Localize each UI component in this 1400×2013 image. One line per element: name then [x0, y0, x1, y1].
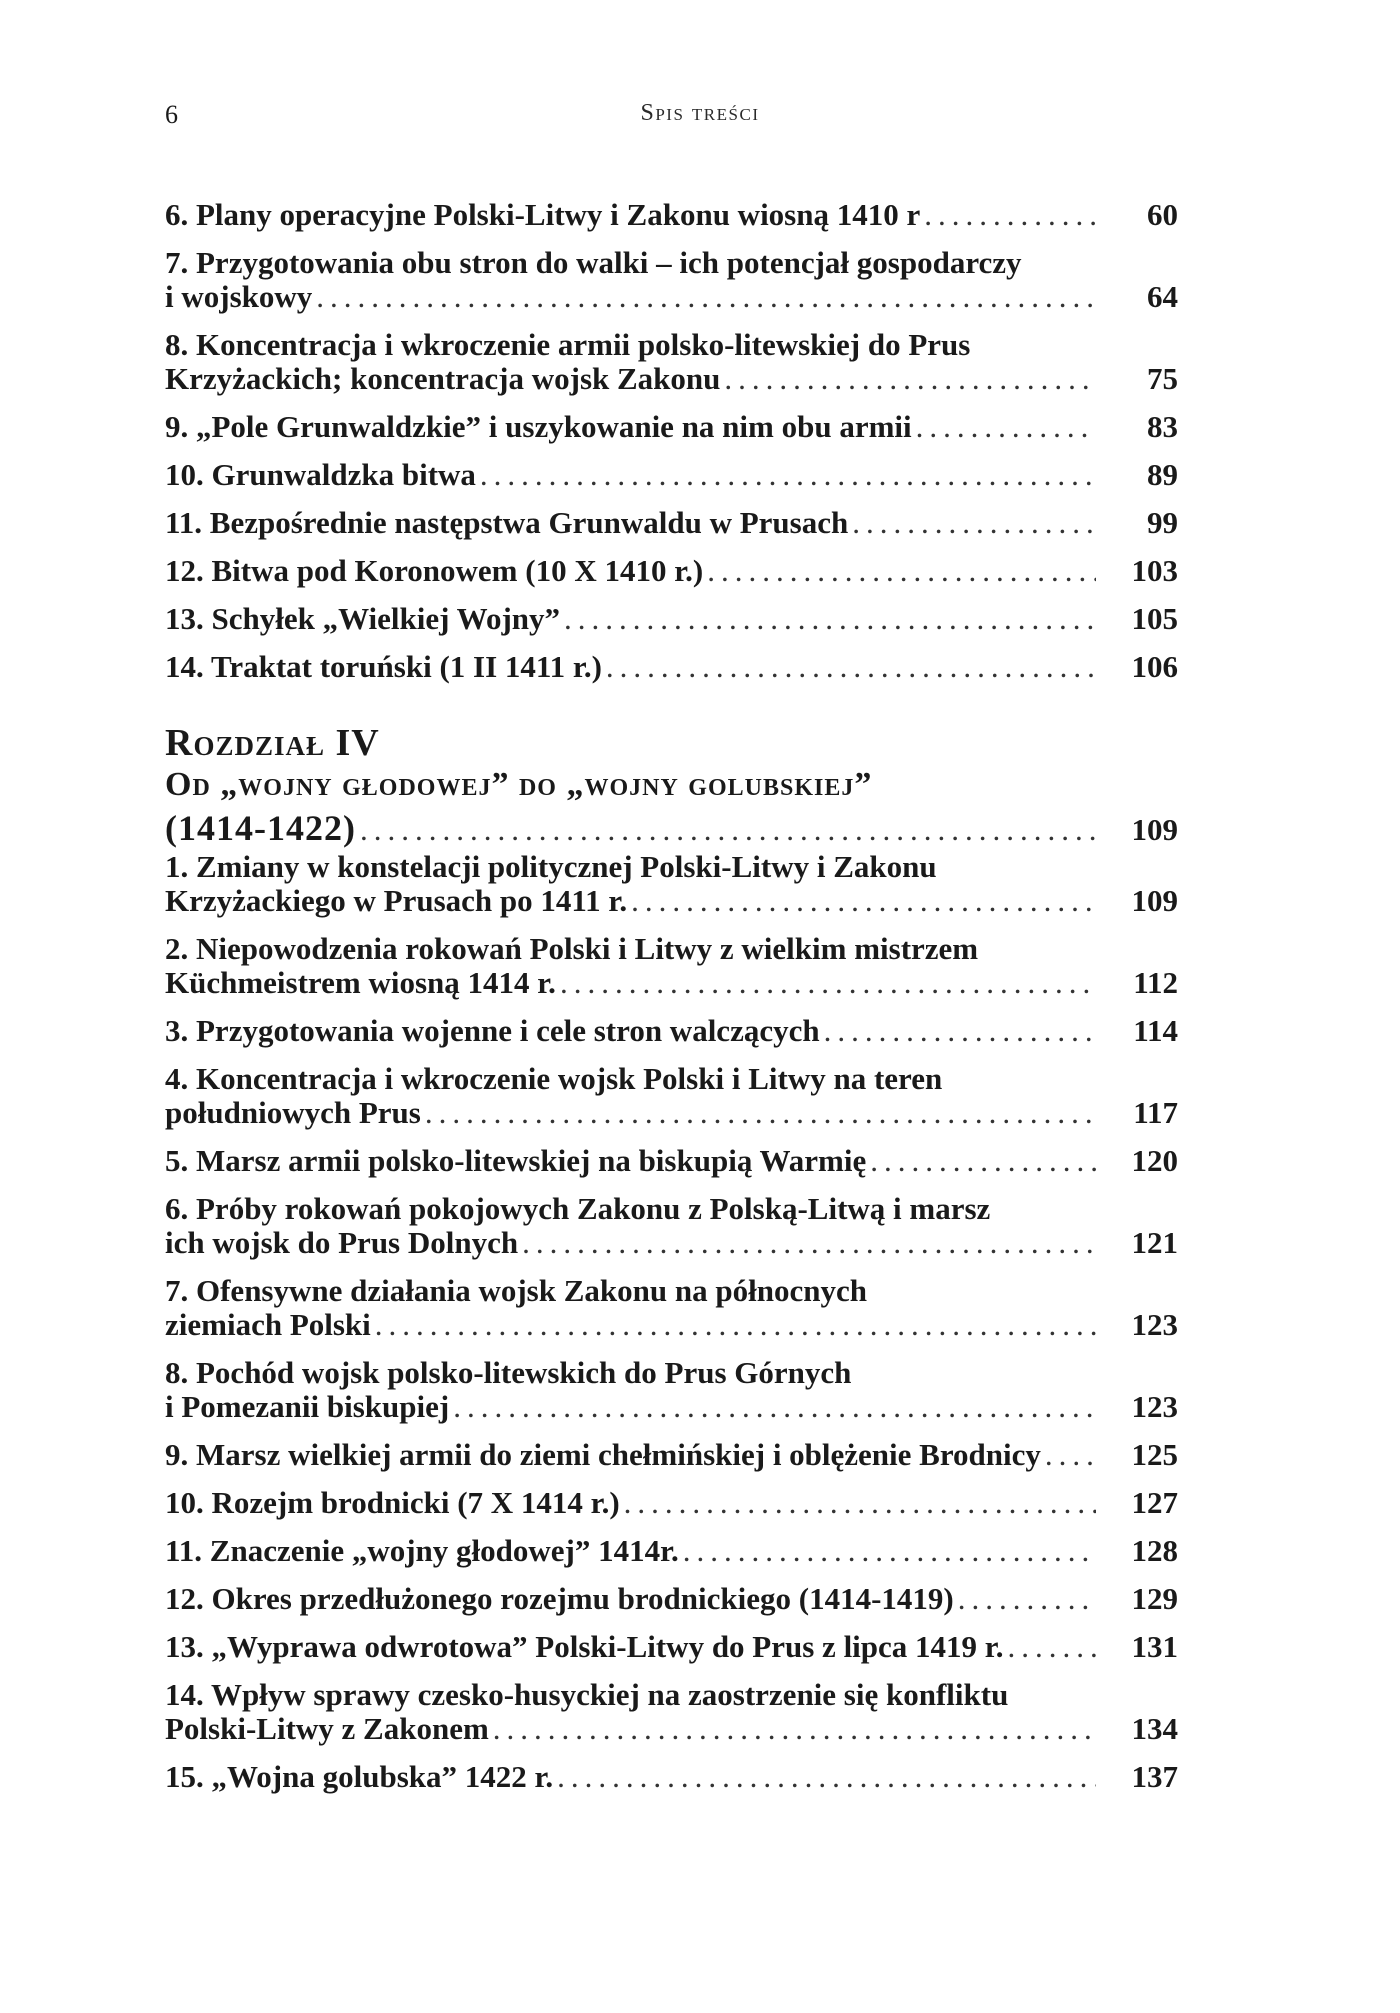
toc-entry-last-line [165, 458, 1178, 492]
entry-spacer [165, 1794, 1178, 1808]
toc-entry-page-number: 64 [1147, 279, 1178, 314]
toc-entry [165, 458, 1178, 492]
entry-spacer [165, 540, 1178, 554]
dot-leader [707, 554, 1096, 588]
dot-leader [824, 1014, 1096, 1048]
toc-entry-last-line [165, 1438, 1178, 1472]
dot-leader [1045, 1438, 1096, 1472]
toc-entry-last-line [165, 1390, 1178, 1424]
toc-entry-title: 15. „Wojna golubska” 1422 r. [165, 1759, 554, 1794]
toc-entry-title-line: 8. Pochód wojsk polsko-litewskich do Prus Górnych [165, 1355, 852, 1390]
dot-leader [1007, 1630, 1096, 1664]
toc-entry-title: ich wojsk do Prus Dolnych [165, 1225, 519, 1260]
toc-entry-page-number: 125 [1131, 1437, 1178, 1472]
toc-entry-title: 13. Schyłek „Wielkiej Wojny” [165, 601, 561, 636]
toc-entry-last-line [165, 506, 1178, 540]
toc-entry-title: 10. Rozejm brodnicki (7 X 1414 r.) [165, 1485, 620, 1520]
toc-entry-title-line: 6. Próby rokowań pokojowych Zakonu z Polską-Litwą i marsz [165, 1191, 991, 1226]
toc-entry [165, 602, 1178, 636]
entry-spacer [165, 492, 1178, 506]
dot-leader [560, 966, 1096, 1000]
toc-entry-title: i Pomezanii biskupiej [165, 1389, 450, 1424]
dot-leader [425, 1096, 1096, 1130]
dot-leader [624, 1486, 1096, 1520]
entry-spacer [165, 1664, 1178, 1678]
dot-leader [360, 812, 1096, 848]
toc-entry [165, 1678, 1178, 1746]
toc-entry-page-number: 103 [1131, 553, 1178, 588]
toc-entry-title: 12. Okres przedłużonego rozejmu brodnickiego (1414-1419) [165, 1581, 954, 1616]
dot-leader [958, 1582, 1096, 1616]
toc-entry-page-number: 105 [1131, 601, 1178, 636]
toc-entry-last-line [165, 650, 1178, 684]
entry-spacer [165, 1424, 1178, 1438]
dot-leader [683, 1534, 1096, 1568]
dot-leader [870, 1144, 1096, 1178]
toc-entry-title-line: 1. Zmiany w konstelacji politycznej Polski-Litwy i Zakonu [165, 849, 937, 884]
toc-entry-last-line [165, 1144, 1178, 1178]
toc-entry-title-line: 2. Niepowodzenia rokowań Polski i Litwy z wielkim mistrzem [165, 931, 979, 966]
entry-spacer [165, 232, 1178, 246]
toc-entry-title: 9. „Pole Grunwaldzkie” i uszykowanie na nim obu armii [165, 409, 912, 444]
entry-spacer [165, 396, 1178, 410]
toc-entry-title-line: 4. Koncentracja i wkroczenie wojsk Polski i Litwy na teren [165, 1061, 943, 1096]
dot-leader [480, 458, 1096, 492]
toc-entry-last-line [165, 1760, 1178, 1794]
toc-entry [165, 1582, 1178, 1616]
page-number: 6 [165, 100, 179, 129]
toc-entry [165, 198, 1178, 232]
toc-entry-last-line [165, 602, 1178, 636]
toc-entry [165, 410, 1178, 444]
toc-entry-title: Küchmeistrem wiosną 1414 r. [165, 965, 556, 1000]
toc-entry-last-line [165, 554, 1178, 588]
toc-entry-last-line [165, 1486, 1178, 1520]
toc-entry-title: 11. Znaczenie „wojny głodowej” 1414r. [165, 1533, 679, 1568]
toc-entry-title: 12. Bitwa pod Koronowem (10 X 1410 r.) [165, 553, 704, 588]
toc-entry [165, 850, 1178, 918]
toc-entry [165, 650, 1178, 684]
toc-entry [165, 1014, 1178, 1048]
toc-entry-page-number: 137 [1131, 1759, 1178, 1794]
toc-entry-last-line [165, 1712, 1178, 1746]
toc-entry-last-line [165, 1308, 1178, 1342]
toc-entry-last-line [165, 1014, 1178, 1048]
toc-entry-title-line: 7. Ofensywne działania wojsk Zakonu na północnych [165, 1273, 867, 1308]
toc-entry-page-number: 75 [1147, 361, 1178, 396]
chapter-title-years: (1414-1422) [165, 808, 356, 848]
toc-entry-page-number: 114 [1133, 1013, 1178, 1048]
dot-leader [557, 1760, 1096, 1794]
toc-entry-last-line [165, 884, 1178, 918]
entry-spacer [165, 444, 1178, 458]
toc-entry-title: Krzyżackiego w Prusach po 1411 r. [165, 883, 628, 918]
toc-entry-page-number: 129 [1131, 1581, 1178, 1616]
chapter-page-number: 109 [1131, 812, 1178, 847]
toc-entry-title: ziemiach Polski [165, 1307, 371, 1342]
toc-entry [165, 328, 1178, 396]
toc-entry-last-line [165, 1630, 1178, 1664]
toc-entry-page-number: 123 [1131, 1307, 1178, 1342]
toc-entry-last-line [165, 280, 1178, 314]
toc-entry-title-line: 7. Przygotowania obu stron do walki – ich potencjał gospodarczy [165, 245, 1022, 280]
toc-entry-page-number: 83 [1147, 409, 1178, 444]
toc-entry [165, 554, 1178, 588]
toc-entry [165, 932, 1178, 1000]
toc-entry-page-number: 128 [1131, 1533, 1178, 1568]
toc-section-chapter-3 [165, 198, 1178, 698]
toc-entry-page-number: 131 [1131, 1629, 1178, 1664]
toc-entry-last-line [165, 1582, 1178, 1616]
toc-entry-title: 3. Przygotowania wojenne i cele stron walczących [165, 1013, 820, 1048]
entry-spacer [165, 684, 1178, 698]
toc-entry-title: Polski-Litwy z Zakonem [165, 1711, 489, 1746]
toc-entry-title: 9. Marsz wielkiej armii do ziemi chełmińskiej i oblężenie Brodnicy [165, 1437, 1041, 1472]
dot-leader [916, 410, 1096, 444]
toc-entry-page-number: 123 [1131, 1389, 1178, 1424]
table-of-contents [165, 198, 1178, 1808]
toc-entry-page-number: 120 [1131, 1143, 1178, 1178]
entry-spacer [165, 1130, 1178, 1144]
toc-entry [165, 1486, 1178, 1520]
toc-entry-title-line: 14. Wpływ sprawy czesko-husyckiej na zaostrzenie się konfliktu [165, 1677, 1009, 1712]
toc-entry-page-number: 127 [1131, 1485, 1178, 1520]
entry-spacer [165, 1568, 1178, 1582]
entry-spacer [165, 1342, 1178, 1356]
toc-entry-title: 10. Grunwaldzka bitwa [165, 457, 476, 492]
toc-entry-page-number: 117 [1133, 1095, 1178, 1130]
toc-entry-title-line: 8. Koncentracja i wkroczenie armii polsko-litewskiej do Prus [165, 327, 971, 362]
toc-entry [165, 1062, 1178, 1130]
entry-spacer [165, 314, 1178, 328]
toc-entry [165, 1630, 1178, 1664]
toc-entry [165, 1760, 1178, 1794]
toc-section-chapter-4 [165, 850, 1178, 1808]
dot-leader [453, 1390, 1096, 1424]
toc-entry-page-number: 109 [1131, 883, 1178, 918]
toc-entry-last-line [165, 966, 1178, 1000]
chapter-label: Rozdział IV [165, 722, 380, 764]
toc-entry-last-line [165, 198, 1178, 232]
toc-entry-page-number: 89 [1147, 457, 1178, 492]
dot-leader [852, 506, 1096, 540]
running-head: Spis treści [640, 100, 760, 126]
entry-spacer [165, 1178, 1178, 1192]
toc-entry-page-number: 60 [1147, 197, 1178, 232]
chapter-title [165, 764, 1178, 850]
toc-entry-page-number: 134 [1131, 1711, 1178, 1746]
toc-entry-title: 13. „Wyprawa odwrotowa” Polski-Litwy do Prus z lipca 1419 r. [165, 1629, 1004, 1664]
toc-entry-last-line [165, 1226, 1178, 1260]
toc-entry-title: 14. Traktat toruński (1 II 1411 r.) [165, 649, 602, 684]
dot-leader [631, 884, 1096, 918]
dot-leader [316, 280, 1096, 314]
toc-entry-page-number: 106 [1131, 649, 1178, 684]
entry-spacer [165, 1260, 1178, 1274]
toc-entry-page-number: 112 [1133, 965, 1178, 1000]
toc-entry [165, 1144, 1178, 1178]
dot-leader [375, 1308, 1096, 1342]
toc-entry-page-number: 121 [1131, 1225, 1178, 1260]
dot-leader [924, 198, 1096, 232]
toc-entry [165, 1438, 1178, 1472]
dot-leader [724, 362, 1096, 396]
toc-entry-title: 5. Marsz armii polsko-litewskiej na biskupią Warmię [165, 1143, 867, 1178]
toc-entry [165, 1534, 1178, 1568]
dot-leader [522, 1226, 1096, 1260]
dot-leader [606, 650, 1096, 684]
toc-entry-last-line [165, 362, 1178, 396]
chapter-title-last-line [165, 806, 1178, 850]
toc-entry-title: i wojskowy [165, 279, 313, 314]
entry-spacer [165, 1746, 1178, 1760]
entry-spacer [165, 1472, 1178, 1486]
toc-entry-title: Krzyżackich; koncentracja wojsk Zakonu [165, 361, 721, 396]
toc-entry-last-line [165, 1534, 1178, 1568]
toc-entry-title: 6. Plany operacyjne Polski-Litwy i Zakonu wiosną 1410 r [165, 197, 921, 232]
entry-spacer [165, 636, 1178, 650]
entry-spacer [165, 1520, 1178, 1534]
toc-entry [165, 1274, 1178, 1342]
toc-entry-page-number: 99 [1147, 505, 1178, 540]
toc-entry-title: 11. Bezpośrednie następstwa Grunwaldu w Prusach [165, 505, 849, 540]
entry-spacer [165, 1616, 1178, 1630]
toc-entry [165, 1356, 1178, 1424]
toc-entry-last-line [165, 410, 1178, 444]
toc-entry [165, 246, 1178, 314]
entry-spacer [165, 918, 1178, 932]
dot-leader [564, 602, 1096, 636]
chapter-title-line: Od „wojny głodowej” do „wojny golubskiej” [165, 766, 873, 803]
toc-entry-title: południowych Prus [165, 1095, 421, 1130]
toc-entry [165, 506, 1178, 540]
dot-leader [493, 1712, 1096, 1746]
entry-spacer [165, 588, 1178, 602]
entry-spacer [165, 1000, 1178, 1014]
toc-entry [165, 1192, 1178, 1260]
toc-entry-last-line [165, 1096, 1178, 1130]
entry-spacer [165, 1048, 1178, 1062]
